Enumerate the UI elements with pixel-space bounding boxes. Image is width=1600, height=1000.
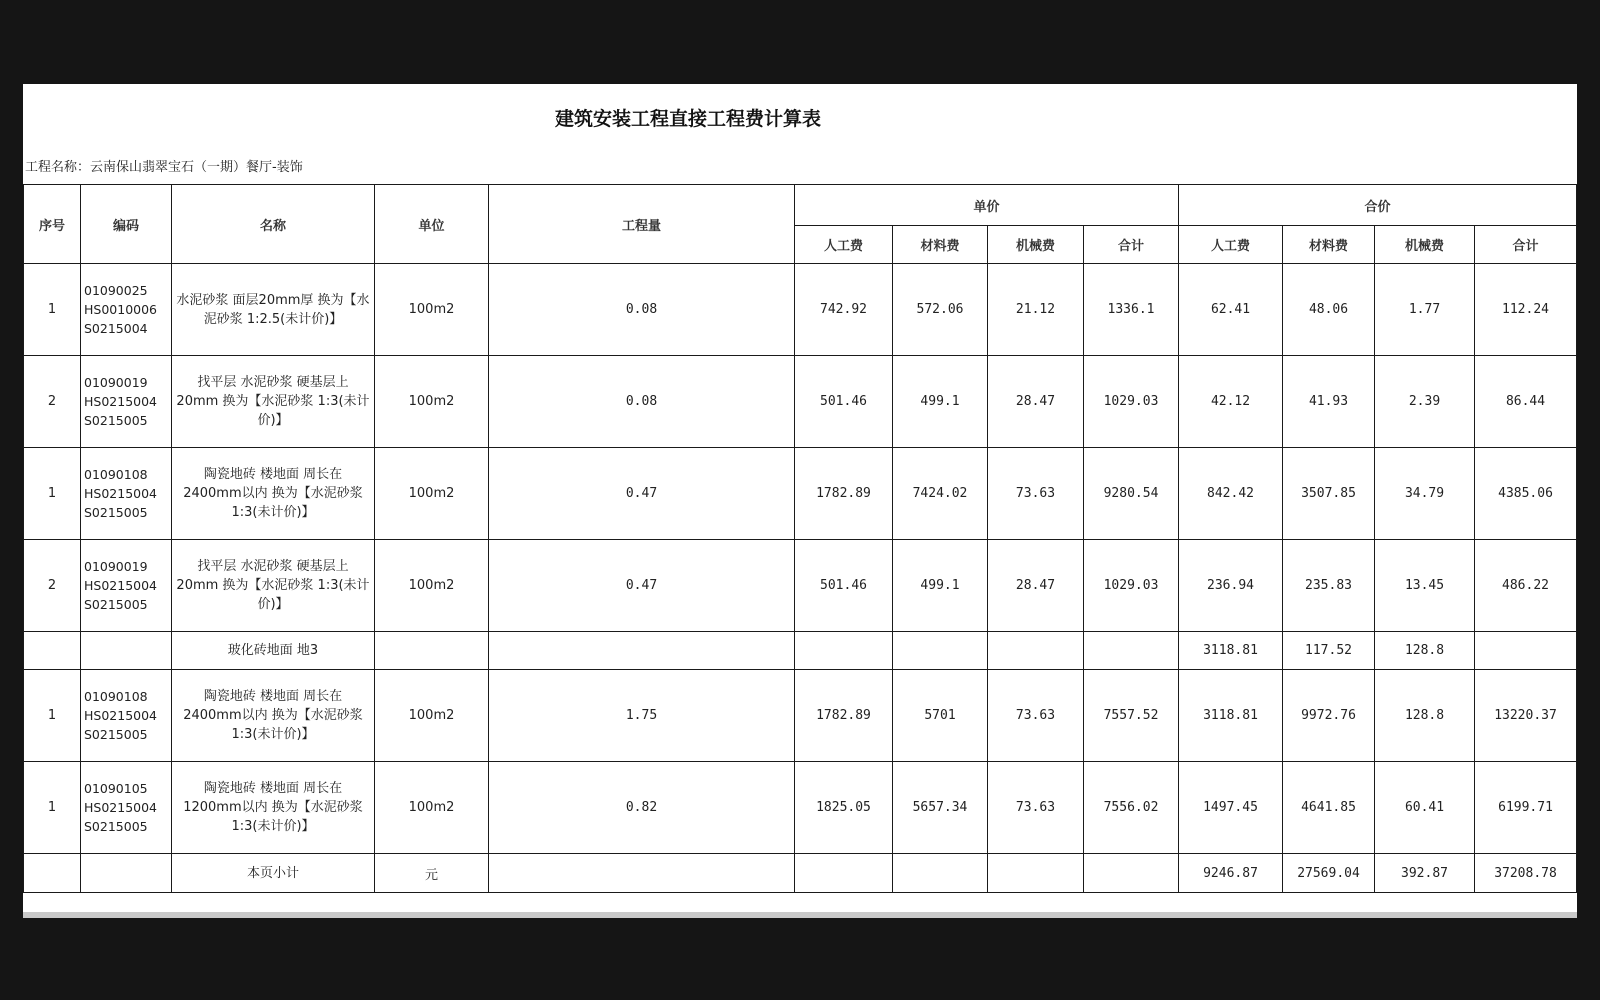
page-title: 建筑安装工程直接工程费计算表 — [554, 108, 821, 130]
cell-unit: 100m2 — [375, 264, 489, 356]
cell-name: 陶瓷地砖 楼地面 周长在 2400mm以内 换为【水泥砂浆 1:3(未计价)】 — [172, 670, 375, 762]
cell-code — [81, 540, 172, 632]
cell-t-sum: 486.22 — [1475, 540, 1577, 632]
cell-t-sum: 86.44 — [1475, 356, 1577, 448]
cell-t-labor: 1497.45 — [1179, 762, 1283, 854]
cell-t-machine: 2.39 — [1375, 356, 1475, 448]
cost-table — [23, 184, 1577, 893]
project-name: 工程名称：云南保山翡翠宝石（一期）餐厅-装饰 — [25, 160, 303, 175]
cell-t-material: 9972.76 — [1283, 670, 1375, 762]
cell-t-labor: 3118.81 — [1179, 670, 1283, 762]
header-seq: 序号 — [24, 185, 81, 264]
cell-name: 找平层 水泥砂浆 硬基层上 20mm 换为【水泥砂浆 1:3(未计价)】 — [172, 540, 375, 632]
cell-quantity: 0.47 — [489, 540, 795, 632]
table-row — [24, 356, 1577, 448]
cell-up-sum: 1029.03 — [1084, 540, 1179, 632]
code-line: HS0215004 — [84, 394, 158, 409]
cell-up-sum: 1029.03 — [1084, 356, 1179, 448]
cell-seq — [24, 632, 81, 670]
code-line: 01090105 — [84, 781, 148, 796]
cell-t-labor: 842.42 — [1179, 448, 1283, 540]
cell-t-machine: 128.8 — [1375, 670, 1475, 762]
cell-unit: 100m2 — [375, 540, 489, 632]
table-row — [24, 448, 1577, 540]
cell-up-machine: 73.63 — [988, 448, 1084, 540]
cell-quantity — [489, 632, 795, 670]
cell-t-machine: 34.79 — [1375, 448, 1475, 540]
cell-up-labor: 742.92 — [795, 264, 893, 356]
cell-t-machine: 128.8 — [1375, 632, 1475, 670]
table-row — [24, 762, 1577, 854]
cell-up-labor — [795, 632, 893, 670]
table-row — [24, 670, 1577, 762]
cell-t-labor: 42.12 — [1179, 356, 1283, 448]
cell-code — [81, 670, 172, 762]
cell-quantity — [489, 854, 795, 893]
header-unit: 单位 — [375, 185, 489, 264]
cell-t-sum: 13220.37 — [1475, 670, 1577, 762]
cell-up-material — [893, 632, 988, 670]
cell-t-machine: 392.87 — [1375, 854, 1475, 893]
cell-t-material: 117.52 — [1283, 632, 1375, 670]
cell-seq: 1 — [24, 264, 81, 356]
cell-up-labor: 501.46 — [795, 356, 893, 448]
code-line: HS0215004 — [84, 800, 158, 815]
table-row-page-total — [24, 854, 1577, 893]
cell-up-labor: 501.46 — [795, 540, 893, 632]
cell-code — [81, 448, 172, 540]
cell-name: 找平层 水泥砂浆 硬基层上 20mm 换为【水泥砂浆 1:3(未计价)】 — [172, 356, 375, 448]
code-line: HS0215004 — [84, 486, 158, 501]
code-line: 01090025 — [84, 283, 148, 298]
cell-seq — [24, 854, 81, 893]
cell-up-sum: 7556.02 — [1084, 762, 1179, 854]
cell-t-machine: 1.77 — [1375, 264, 1475, 356]
cell-seq: 2 — [24, 356, 81, 448]
header-up-machine: 机械费 — [988, 226, 1084, 264]
cell-up-labor: 1782.89 — [795, 448, 893, 540]
header-t-material: 材料费 — [1283, 226, 1375, 264]
spreadsheet-page — [23, 84, 1577, 918]
code-line: HS0010006 — [84, 302, 158, 317]
header-code: 编码 — [81, 185, 172, 264]
cell-unit: 元 — [375, 854, 489, 893]
code-line: HS0215004 — [84, 578, 158, 593]
header-name: 名称 — [172, 185, 375, 264]
cell-unit: 100m2 — [375, 670, 489, 762]
cell-up-material: 499.1 — [893, 356, 988, 448]
cell-t-material: 41.93 — [1283, 356, 1375, 448]
cell-t-sum: 4385.06 — [1475, 448, 1577, 540]
code-line: 01090019 — [84, 559, 148, 574]
cell-up-material: 572.06 — [893, 264, 988, 356]
code-line: 01090108 — [84, 689, 148, 704]
code-line: HS0215004 — [84, 708, 158, 723]
cell-unit: 100m2 — [375, 762, 489, 854]
header-unit-price: 单价 — [795, 185, 1179, 226]
cell-code — [81, 356, 172, 448]
cell-seq: 2 — [24, 540, 81, 632]
cell-up-machine — [988, 854, 1084, 893]
header-up-labor: 人工费 — [795, 226, 893, 264]
cell-t-material: 3507.85 — [1283, 448, 1375, 540]
cell-unit: 100m2 — [375, 448, 489, 540]
header-total-price: 合价 — [1179, 185, 1577, 226]
cell-t-labor: 9246.87 — [1179, 854, 1283, 893]
cell-up-labor: 1782.89 — [795, 670, 893, 762]
cell-unit — [375, 632, 489, 670]
code-line: S0215005 — [84, 413, 148, 428]
cell-up-sum — [1084, 632, 1179, 670]
table-row-section — [24, 632, 1577, 670]
cell-code — [81, 854, 172, 893]
cell-t-labor: 62.41 — [1179, 264, 1283, 356]
cell-t-sum: 37208.78 — [1475, 854, 1577, 893]
cell-up-machine — [988, 632, 1084, 670]
cell-code — [81, 264, 172, 356]
cell-seq: 1 — [24, 762, 81, 854]
header-quantity: 工程量 — [489, 185, 795, 264]
cell-t-machine: 60.41 — [1375, 762, 1475, 854]
cell-up-material — [893, 854, 988, 893]
cell-up-machine: 28.47 — [988, 540, 1084, 632]
cell-seq: 1 — [24, 448, 81, 540]
cell-t-machine: 13.45 — [1375, 540, 1475, 632]
cell-up-machine: 73.63 — [988, 762, 1084, 854]
cell-up-machine: 73.63 — [988, 670, 1084, 762]
cell-t-material: 235.83 — [1283, 540, 1375, 632]
page-bottom-edge — [23, 912, 1577, 918]
cell-t-material: 27569.04 — [1283, 854, 1375, 893]
cell-up-sum: 7557.52 — [1084, 670, 1179, 762]
cell-t-material: 48.06 — [1283, 264, 1375, 356]
cell-unit: 100m2 — [375, 356, 489, 448]
cell-up-labor — [795, 854, 893, 893]
cell-t-sum: 112.24 — [1475, 264, 1577, 356]
code-line: S0215005 — [84, 727, 148, 742]
cell-name: 水泥砂浆 面层20mm厚 换为【水泥砂浆 1:2.5(未计价)】 — [172, 264, 375, 356]
cell-up-material: 499.1 — [893, 540, 988, 632]
cell-code — [81, 632, 172, 670]
cell-t-labor: 236.94 — [1179, 540, 1283, 632]
cell-up-material: 7424.02 — [893, 448, 988, 540]
cell-t-labor: 3118.81 — [1179, 632, 1283, 670]
header-t-sum: 合计 — [1475, 226, 1577, 264]
code-line: S0215005 — [84, 505, 148, 520]
cell-up-sum: 1336.1 — [1084, 264, 1179, 356]
code-line: S0215004 — [84, 321, 148, 336]
header-up-material: 材料费 — [893, 226, 988, 264]
cell-name: 本页小计 — [172, 854, 375, 893]
header-up-sum: 合计 — [1084, 226, 1179, 264]
cell-code — [81, 762, 172, 854]
cell-quantity: 0.47 — [489, 448, 795, 540]
cell-quantity: 0.82 — [489, 762, 795, 854]
code-line: 01090108 — [84, 467, 148, 482]
cell-quantity: 0.08 — [489, 356, 795, 448]
code-line: S0215005 — [84, 597, 148, 612]
code-line: 01090019 — [84, 375, 148, 390]
cell-name: 陶瓷地砖 楼地面 周长在 2400mm以内 换为【水泥砂浆 1:3(未计价)】 — [172, 448, 375, 540]
cell-up-machine: 28.47 — [988, 356, 1084, 448]
cell-up-sum: 9280.54 — [1084, 448, 1179, 540]
cell-name: 玻化砖地面 地3 — [172, 632, 375, 670]
code-line: S0215005 — [84, 819, 148, 834]
table-row — [24, 264, 1577, 356]
cell-name: 陶瓷地砖 楼地面 周长在 1200mm以内 换为【水泥砂浆 1:3(未计价)】 — [172, 762, 375, 854]
cell-quantity: 0.08 — [489, 264, 795, 356]
cell-quantity: 1.75 — [489, 670, 795, 762]
cell-seq: 1 — [24, 670, 81, 762]
table-row — [24, 540, 1577, 632]
cell-t-sum — [1475, 632, 1577, 670]
header-t-machine: 机械费 — [1375, 226, 1475, 264]
cell-up-labor: 1825.05 — [795, 762, 893, 854]
cell-up-material: 5657.34 — [893, 762, 988, 854]
cell-up-material: 5701 — [893, 670, 988, 762]
cell-t-sum: 6199.71 — [1475, 762, 1577, 854]
cell-up-machine: 21.12 — [988, 264, 1084, 356]
header-t-labor: 人工费 — [1179, 226, 1283, 264]
cell-t-material: 4641.85 — [1283, 762, 1375, 854]
cell-up-sum — [1084, 854, 1179, 893]
